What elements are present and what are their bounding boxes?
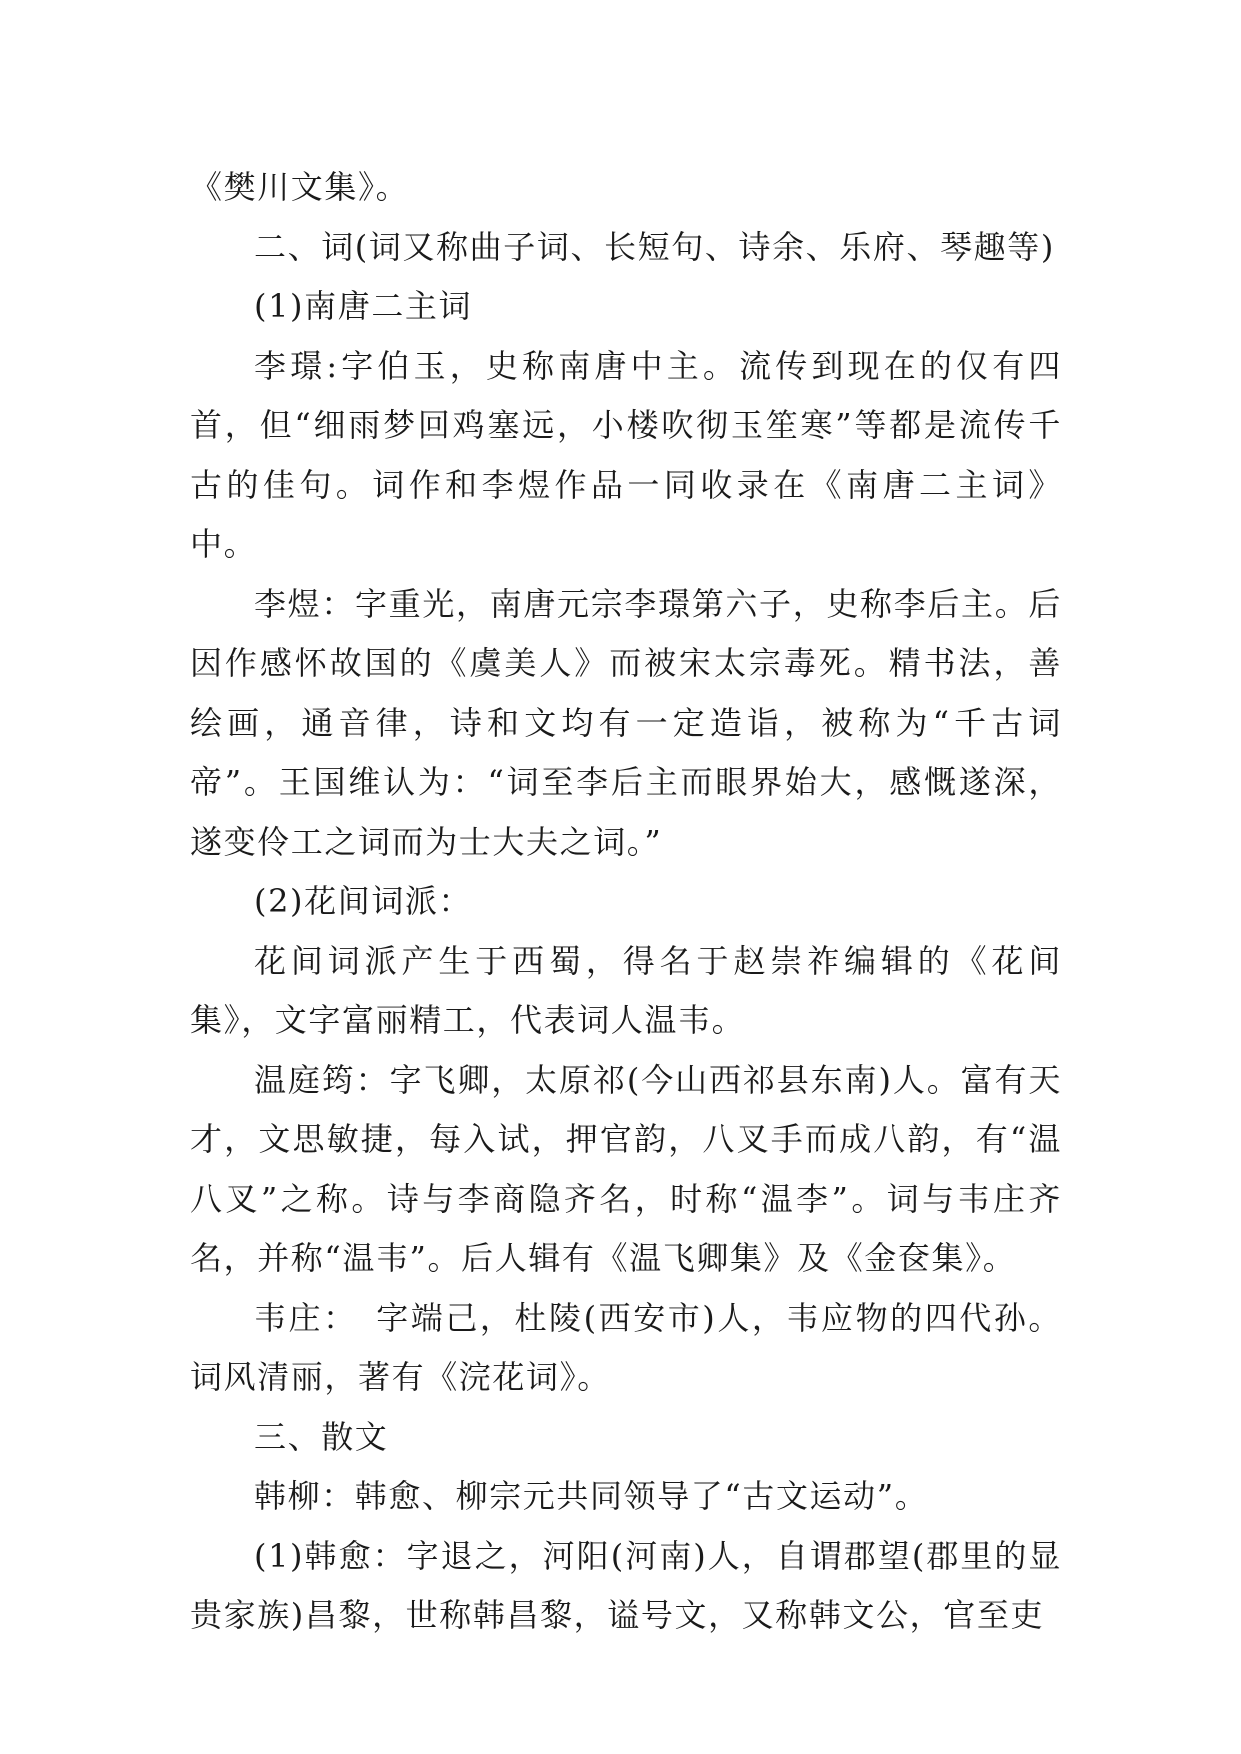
paragraph-wen-tingyun: 温庭筠：字飞卿，太原祁(今山西祁县东南)人。富有天才，文思敏捷，每入试，押官韵，八叉手而成八韵，有“温八叉”之称。诗与李商隐齐名，时称“温李”。词与韦庄齐名，并称“温韦”。后人辑有《温飞卿集》及《金奁集》。	[190, 1060, 1062, 1277]
paragraph-huajian-school: 花间词派产生于西蜀，得名于赵崇祚编辑的《花间集》，文字富丽精工，代表词人温韦。	[190, 941, 1062, 1039]
document-body	[190, 158, 1062, 1646]
subheading-nantang-erzhu: (1)南唐二主词	[254, 287, 473, 325]
paragraph-han-yu: (1)韩愈：字退之，河阳(河南)人，自谓郡望(郡里的显贵家族)昌黎，世称韩昌黎，谥号文，又称韩文公，官至吏	[190, 1536, 1062, 1634]
heading-ci: 二、词(词又称曲子词、长短句、诗余、乐府、琴趣等)	[254, 227, 1055, 266]
paragraph-wei-zhuang: 韦庄： 字端己，杜陵(西安市)人，韦应物的四代孙。词风清丽，著有《浣花词》。	[190, 1298, 1062, 1396]
paragraph-li-jing: 李璟:字伯玉，史称南唐中主。流传到现在的仅有四首，但“细雨梦回鸡塞远，小楼吹彻玉笙寒”等都是流传千古的佳句。词作和李煜作品一同收录在《南唐二主词》中。	[190, 346, 1062, 563]
paragraph-han-liu: 韩柳：韩愈、柳宗元共同领导了“古文运动”。	[254, 1477, 929, 1515]
paragraph-li-yu: 李煜：字重光，南唐元宗李璟第六子，史称李后主。后因作感怀故国的《虞美人》而被宋太宗毒死。精书法，善绘画，通音律，诗和文均有一定造诣，被称为“千古词帝”。王国维认为：“词至李后主而眼界始大，感慨遂深，遂变伶工之词而为士大夫之词。”	[190, 584, 1062, 861]
heading-prose: 三、散文	[254, 1417, 389, 1456]
subheading-huajian-school: (2)花间词派：	[254, 882, 473, 920]
paragraph-book-title: 《樊川文集》。	[190, 168, 410, 206]
